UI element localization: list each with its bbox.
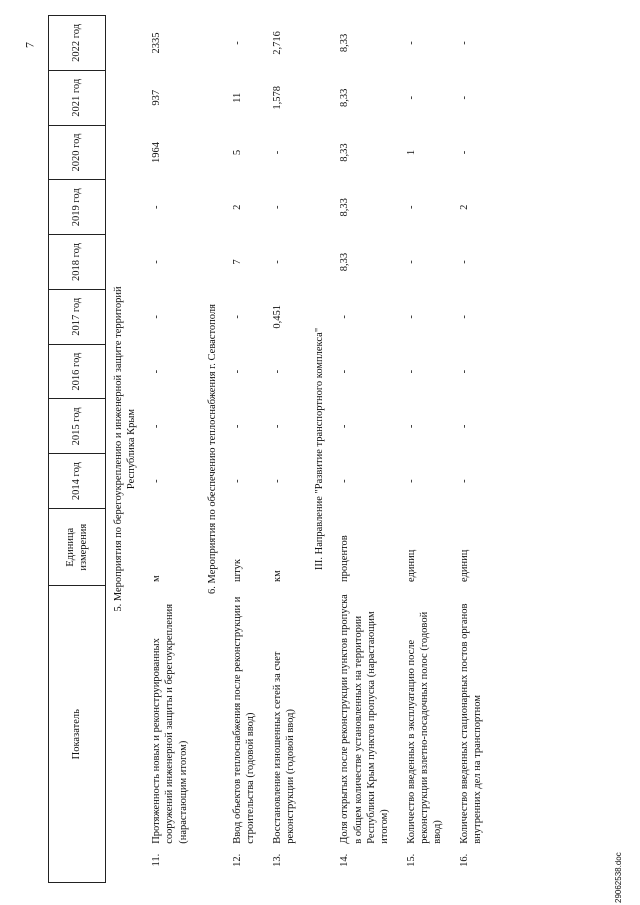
value-cell: 8,33: [339, 88, 351, 107]
unit-cell: штук: [231, 559, 243, 582]
header-year: 2015 год: [49, 399, 106, 454]
value-cell: -: [405, 205, 417, 210]
table-row: [401, 16, 454, 883]
value-cell: 2: [231, 204, 243, 210]
value-cell: -: [459, 41, 471, 45]
value-cell: 2,716: [272, 31, 283, 55]
value-cell: 1964: [151, 142, 163, 164]
value-cell: -: [272, 205, 283, 210]
value-cell: -: [272, 479, 283, 483]
row-number: 13.: [272, 853, 283, 867]
value-cell: -: [459, 369, 471, 374]
table-row: [454, 16, 494, 883]
value-cell: 11: [231, 92, 243, 103]
section-title: 5. Мероприятия по берегоукреплению и инженерной защите территорий: [113, 286, 124, 612]
value-cell: -: [405, 369, 417, 374]
value-cell: -: [339, 369, 351, 374]
table-row: [227, 16, 267, 883]
indicator-cell: Восстановление изношенных сетей за счет реконструкции (годовой ввод): [272, 651, 297, 844]
row-number: 12.: [231, 853, 243, 867]
section-title: 6. Мероприятия по обеспечению теплоснабжения г. Севастополя: [206, 304, 218, 594]
indicator-cell: Количество введенных стационарных постов органов внутренних дел на транспортном: [459, 603, 484, 844]
value-cell: -: [459, 315, 471, 319]
indicator-cell: Доля открытых после реконструкции пунктов пропуска в общем количестве установленных на территории Республики Крым пунктов пропуска (нарастающим итогом): [339, 594, 390, 844]
unit-cell: единиц: [405, 549, 417, 582]
unit-cell: единиц: [459, 549, 471, 582]
header-year: 2020 год: [49, 125, 106, 180]
row-number: 11.: [151, 853, 163, 867]
value-cell: 7: [231, 259, 243, 265]
value-cell: -: [231, 424, 243, 429]
table-row: [334, 16, 401, 883]
value-cell: 8,33: [339, 198, 351, 217]
row-number: 14.: [339, 853, 351, 867]
value-cell: -: [405, 96, 417, 100]
section-heading-row: [106, 16, 147, 883]
table-row: [267, 16, 307, 883]
value-cell: -: [151, 205, 163, 210]
value-cell: -: [459, 150, 471, 155]
unit-cell: км: [272, 570, 283, 582]
unit-cell: м: [151, 575, 163, 582]
value-cell: 8,33: [339, 252, 351, 272]
value-cell: -: [459, 424, 471, 429]
header-year: 2019 год: [49, 180, 106, 235]
value-cell: -: [405, 479, 417, 483]
header-year: 2018 год: [49, 235, 106, 290]
table-header-row: [49, 16, 106, 883]
value-cell: -: [151, 369, 163, 374]
value-cell: -: [272, 260, 283, 264]
value-cell: -: [231, 41, 243, 45]
value-cell: -: [272, 369, 283, 374]
value-cell: -: [405, 424, 417, 429]
value-cell: -: [339, 315, 351, 319]
unit-cell: процентов: [339, 535, 351, 582]
value-cell: 1,578: [272, 85, 283, 110]
value-cell: 2: [459, 204, 471, 210]
value-cell: -: [339, 424, 351, 429]
footer-filename: 29062538.doc: [614, 852, 623, 903]
section-heading: [200, 16, 227, 883]
value-cell: -: [459, 96, 471, 100]
value-cell: -: [231, 479, 243, 483]
value-cell: -: [231, 315, 243, 319]
value-cell: -: [405, 41, 417, 45]
value-cell: -: [272, 150, 283, 155]
section-heading: [106, 16, 147, 883]
indicators-table: [48, 15, 495, 883]
header-year: 2022 год: [49, 16, 106, 71]
section-heading-row: [307, 16, 334, 883]
value-cell: -: [405, 315, 417, 319]
header-year: 2017 год: [49, 289, 106, 344]
value-cell: -: [405, 260, 417, 264]
header-year: 2014 год: [49, 454, 106, 509]
table-body: [106, 16, 495, 883]
page-number: 7: [22, 42, 37, 48]
header-year: 2016 год: [49, 344, 106, 399]
value-cell: 2335: [151, 32, 163, 54]
value-cell: 8,33: [339, 33, 351, 53]
value-cell: 937: [151, 89, 163, 106]
value-cell: -: [459, 260, 471, 264]
value-cell: 1: [405, 149, 417, 156]
indicator-cell: Ввод объектов теплоснабжения после реконструкции и строительства (годовой ввод): [231, 596, 256, 844]
section-heading: [307, 16, 334, 883]
row-number: 16.: [459, 853, 471, 867]
value-cell: -: [272, 424, 283, 429]
section-title: III. Направление "Развитие транспортного комплекса": [314, 327, 326, 571]
header-year: 2021 год: [49, 70, 106, 125]
value-cell: -: [151, 424, 163, 429]
header-unit: Единица измерения: [49, 508, 106, 585]
value-cell: -: [151, 260, 163, 264]
indicator-cell: Протяженность новых и реконструированных сооружений инженерной защиты и берегоукрепления (нарастающим итогом): [151, 603, 189, 844]
value-cell: 0,451: [272, 305, 283, 329]
value-cell: -: [151, 315, 163, 319]
header-indicator: Показатель: [49, 586, 106, 883]
row-number: 15.: [405, 853, 417, 867]
value-cell: 8,33: [339, 143, 351, 162]
section-subtitle: Республика Крым: [126, 408, 138, 490]
value-cell: -: [339, 479, 351, 483]
indicator-cell: Количество введенных в эксплуатацию после реконструкции взлетно-посадочных полос (годовой ввод): [405, 611, 444, 844]
value-cell: -: [459, 479, 471, 483]
value-cell: -: [231, 369, 243, 374]
section-heading-row: [200, 16, 227, 883]
value-cell: 5: [231, 149, 243, 156]
table-row: [146, 16, 199, 883]
value-cell: -: [151, 479, 163, 483]
